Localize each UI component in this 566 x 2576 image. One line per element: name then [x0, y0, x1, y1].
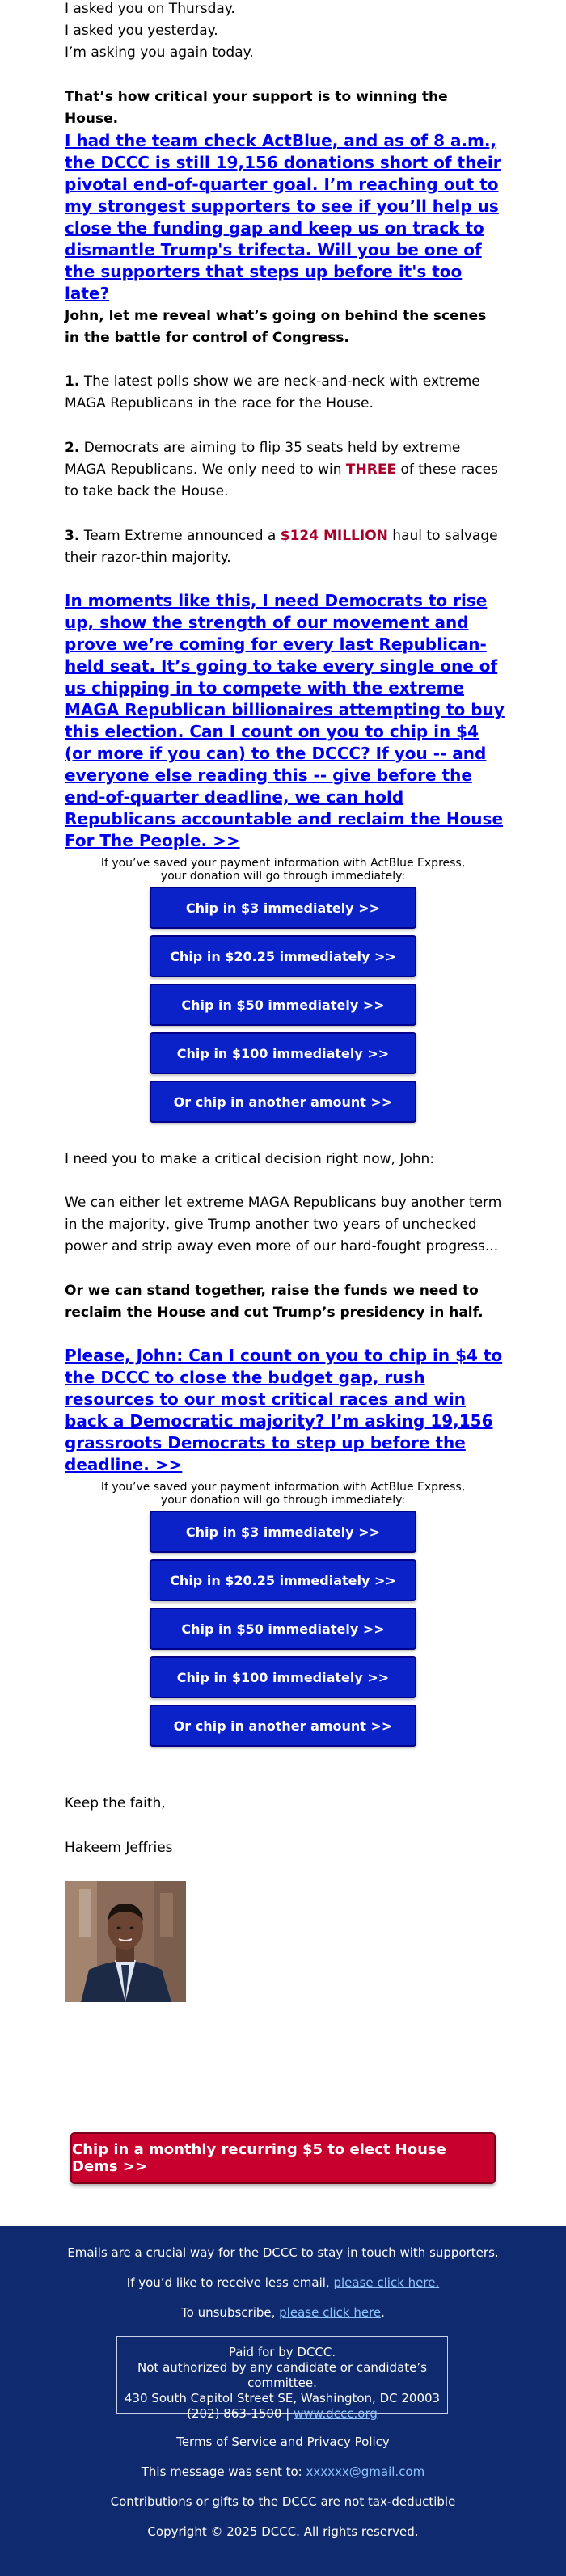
express-note-line-2: your donation will go through immediately:	[160, 870, 406, 883]
point-1	[65, 371, 501, 415]
sent-to-prefix: This message was sent to:	[141, 2464, 306, 2479]
footer	[0, 2226, 566, 2576]
point-2-text-b: of these races to take back the House.	[65, 462, 498, 500]
rise-up-link[interactable]: In moments like this, I need Democrats to rise up, show the strength of our movement and prove we’re coming for every last Republican-held seat. It’s going to take every single one of us chipping in to compete with the extreme MAGA Republican billionaires attempting to buy this election. Can I count on you to chip in $4 (or more if you can) to the DCCC? If you -- and everyone else reading this -- give before the end-of-quarter deadline, we can hold Republicans accountable and reclaim the House For The People. >>	[65, 591, 505, 850]
point-3-text-a: Team Extreme announced a	[79, 528, 281, 544]
signer-photo	[65, 1881, 186, 2002]
chip-in-50-button[interactable]: Chip in $50 immediately >>	[150, 984, 416, 1026]
paid-for-box	[116, 2336, 448, 2421]
paid-for-text: Paid for by DCCC.	[228, 2345, 336, 2359]
chip-in-100-button[interactable]: Chip in $100 immediately >>	[150, 1032, 416, 1074]
footer-unsubscribe	[0, 2305, 566, 2320]
chip-in-50-button[interactable]: Chip in $50 immediately >>	[150, 1608, 416, 1650]
closing-text: Keep the faith,	[65, 1795, 166, 1811]
chip-in-100-button[interactable]: Chip in $100 immediately >>	[150, 1656, 416, 1698]
portrait-image	[65, 1881, 186, 2002]
point-3	[65, 525, 501, 569]
chip-in-20-button[interactable]: Chip in $20.25 immediately >>	[150, 1559, 416, 1601]
express-note-line-1: If you’ve saved your payment information with ActBlue Express,	[100, 857, 466, 870]
either-text: We can either let extreme MAGA Republicans buy another term in the majority, give Trump another two years of unchecked power and strip away even more of our hard-fought progress...	[65, 1195, 502, 1254]
chip-in-3-button[interactable]: Chip in $3 immediately >>	[150, 1511, 416, 1553]
unsubscribe-link[interactable]: please click here	[279, 2305, 382, 2320]
phone-text: (202) 863-1500 |	[187, 2406, 294, 2421]
express-note-line-1: If you’ve saved your payment information with ActBlue Express,	[100, 1481, 466, 1494]
sent-to-email-link[interactable]: xxxxxx@gmail.com	[306, 2464, 425, 2479]
chip-in-20-button[interactable]: Chip in $20.25 immediately >>	[150, 935, 416, 977]
express-note-line-2: your donation will go through immediately:	[160, 1494, 406, 1507]
footer-emails-text: Emails are a crucial way for the DCCC to stay in touch with supporters.	[67, 2245, 499, 2260]
chip-in-3-button[interactable]: Chip in $3 immediately >>	[150, 887, 416, 929]
point-3-number: 3.	[65, 528, 80, 544]
less-email-link[interactable]: please click here.	[333, 2275, 440, 2290]
footer-less-email	[0, 2275, 566, 2290]
express-note-1	[0, 857, 566, 883]
intro-line-3: I’m asking you again today.	[65, 44, 254, 61]
less-email-prefix: If you’d like to receive less email,	[126, 2275, 334, 2290]
chip-in-other-button[interactable]: Or chip in another amount >>	[150, 1081, 416, 1123]
point-1-text: The latest polls show we are neck-and-neck with extreme MAGA Republicans in the race for the House.	[65, 373, 480, 411]
monthly-recurring-button[interactable]: Chip in a monthly recurring $5 to elect House Dems >>	[70, 2132, 496, 2184]
point-1-number: 1.	[65, 373, 80, 390]
point-2-highlight: THREE	[345, 462, 397, 478]
phone-site-line	[117, 2406, 447, 2422]
unsubscribe-suffix: .	[381, 2305, 385, 2320]
point-2-text-a: Democrats are aiming to flip 35 seats held by extreme MAGA Republicans. We only need to win	[65, 440, 461, 478]
express-note-2	[0, 1481, 566, 1507]
copyright-text: Copyright © 2025 DCCC. All rights reserved.	[147, 2524, 419, 2539]
contributions-text: Contributions or gifts to the DCCC are not tax-deductible	[110, 2494, 456, 2509]
point-2	[65, 437, 501, 503]
point-2-number: 2.	[65, 440, 80, 456]
not-authorized-text: Not authorized by any candidate or candidate’s committee.	[137, 2360, 427, 2390]
point-3-highlight: $124 MILLION	[280, 528, 388, 544]
actblue-check-link[interactable]: I had the team check ActBlue, and as of 8 a.m., the DCCC is still 19,156 donations short of their pivotal end-of-quarter goal. I’m reaching out to my strongest supporters to see if you’ll help us close the funding gap and keep us on track to dismantle Trump's trifecta. Will you be one of the supporters that steps up before it's too late?	[65, 131, 501, 303]
stand-together-text: Or we can stand together, raise the funds we need to reclaim the House and cut Trump’s presidency in half.	[65, 1283, 484, 1321]
close-budget-gap-link[interactable]: Please, John: Can I count on you to chip in $4 to the DCCC to close the budget gap, rush resources to our most critical races and win back a Democratic majority? I’m asking 19,156 grassroots Democrats to step up before the deadline. >>	[65, 1346, 503, 1474]
chip-in-other-button[interactable]: Or chip in another amount >>	[150, 1705, 416, 1747]
point-3-text-b: haul to salvage their razor-thin majority.	[65, 528, 498, 566]
intro-line-1: I asked you on Thursday.	[65, 1, 235, 17]
critical-support-text: That’s how critical your support is to winning the House.	[65, 89, 448, 127]
terms-privacy-link[interactable]: Terms of Service and Privacy Policy	[176, 2435, 390, 2449]
footer-sent-to	[0, 2464, 566, 2479]
intro-line-2: I asked you yesterday.	[65, 23, 218, 39]
address-text: 430 South Capitol Street SE, Washington, DC 20003	[124, 2391, 441, 2405]
reveal-text: John, let me reveal what’s going on behind the scenes in the battle for control of Congress.	[65, 308, 487, 346]
decision-text: I need you to make a critical decision right now, John:	[65, 1151, 435, 1167]
signer-name: Hakeem Jeffries	[65, 1840, 173, 1856]
unsubscribe-prefix: To unsubscribe,	[181, 2305, 280, 2320]
website-link[interactable]: www.dccc.org	[294, 2406, 378, 2421]
